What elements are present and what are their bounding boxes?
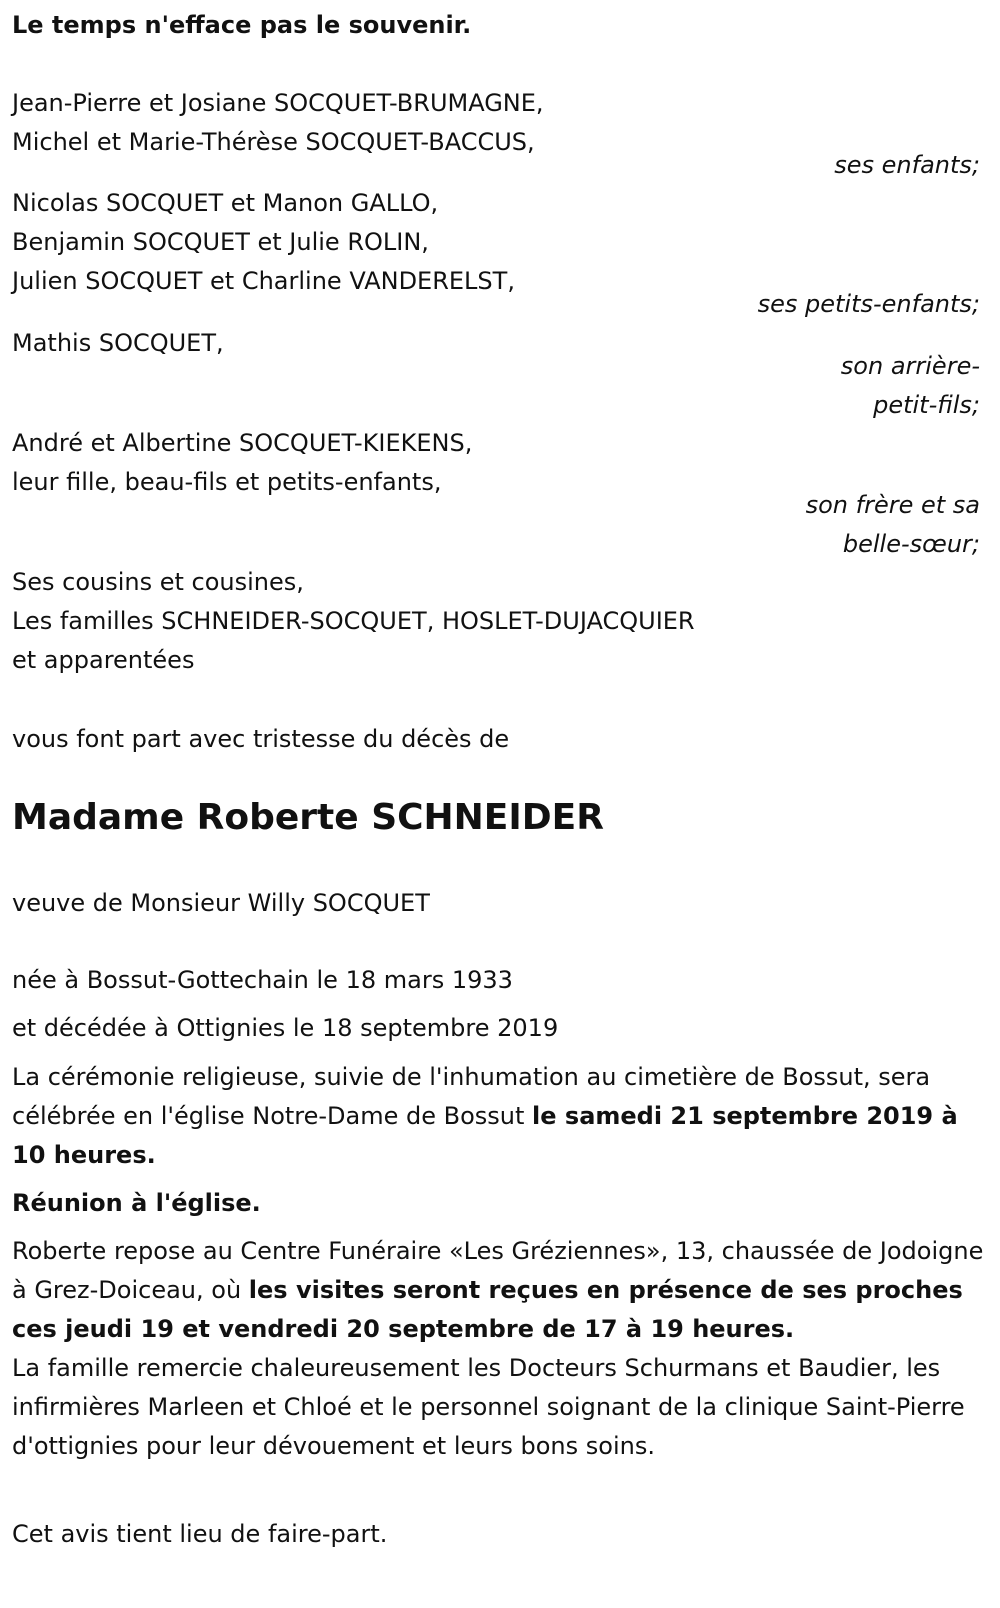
visits-text: Roberte repose au Centre Funéraire «Les Gréziennes», 13, chaussée de Jodoigne à Grez-Doiceau, où: [12, 1237, 984, 1304]
grandchildren-line-3: Julien SOCQUET et Charline VANDERELST,: [12, 267, 515, 295]
cousins-line-3: et apparentées: [12, 646, 195, 674]
death-text: et décédée à Ottignies le 18 septembre 2019: [12, 1014, 559, 1042]
obituary-notice: [12, 0, 990, 1608]
cousins-line-1: Ses cousins et cousines,: [12, 568, 304, 596]
sibling-line-2: leur fille, beau-fils et petits-enfants,: [12, 468, 442, 496]
notice-heading: Le temps n'efface pas le souvenir.: [12, 11, 472, 39]
sibling-role-1: son frère et sa: [805, 491, 980, 519]
grandchildren-line-2: Benjamin SOCQUET et Julie ROLIN,: [12, 228, 429, 256]
ceremony-text: La cérémonie religieuse, suivie de l'inhumation au cimetière de Bossut, sera célébrée en l'église Notre-Dame de Bossut: [12, 1063, 931, 1130]
sibling-role-2: belle-sœur;: [842, 530, 980, 558]
children-role: ses enfants;: [834, 151, 980, 179]
cousins-line-2: Les familles SCHNEIDER-SOCQUET, HOSLET-DUJACQUIER: [12, 607, 695, 635]
sibling-line-1: André et Albertine SOCQUET-KIEKENS,: [12, 429, 473, 457]
thanks-paragraph: La famille remercie chaleureusement les Docteurs Schurmans et Baudier, les infirmières Marleen et Chloé et le personnel soignant de la clinique Saint-Pierre d'ottignies pour leur dévouement et leurs bons soins.: [12, 1354, 965, 1460]
visits-hours: les visites seront reçues en présence de ses proches ces jeudi 19 et vendredi 20 septembre de 17 à 19 heures.: [12, 1276, 963, 1343]
great-grandson-role-2: petit-fils;: [873, 391, 980, 419]
birth-text: née à Bossut-Gottechain le 18 mars 1933: [12, 966, 513, 994]
ceremony-date: le samedi 21 septembre 2019 à 10 heures.: [12, 1102, 958, 1169]
closing-text: Cet avis tient lieu de faire-part.: [12, 1520, 388, 1548]
great-grandson-line: Mathis SOCQUET,: [12, 329, 224, 357]
grandchildren-line-1: Nicolas SOCQUET et Manon GALLO,: [12, 189, 439, 217]
children-line-1: Jean-Pierre et Josiane SOCQUET-BRUMAGNE,: [12, 89, 544, 117]
children-line-2: Michel et Marie-Thérèse SOCQUET-BACCUS,: [12, 128, 535, 156]
meeting-text: Réunion à l'église.: [12, 1189, 261, 1217]
grandchildren-role: ses petits-enfants;: [757, 290, 980, 318]
widow-of-text: veuve de Monsieur Willy SOCQUET: [12, 889, 430, 917]
visits-paragraph: [12, 1232, 990, 1349]
announcement-text: vous font part avec tristesse du décès de: [12, 725, 510, 753]
deceased-name: Madame Roberte SCHNEIDER: [12, 797, 604, 838]
great-grandson-role-1: son arrière-: [840, 352, 980, 380]
ceremony-paragraph: [12, 1058, 990, 1175]
